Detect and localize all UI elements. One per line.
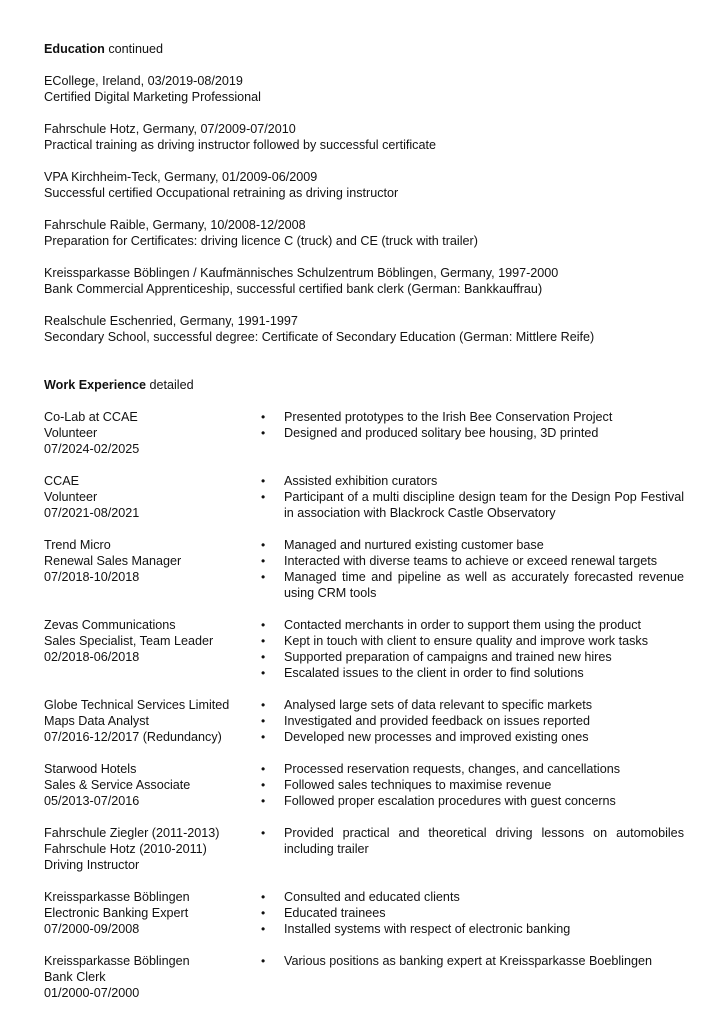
job-entry <box>44 889 684 937</box>
education-institution: VPA Kirchheim-Teck, Germany, 01/2009-06/2009 <box>44 170 318 184</box>
education-heading-rest: continued <box>104 42 163 56</box>
resume-page <box>44 41 684 1017</box>
responsibility-item <box>260 409 684 425</box>
responsibility-text: Contacted merchants in order to support them using the product <box>284 618 642 632</box>
work-experience-heading <box>44 377 684 393</box>
job-dates: 07/2018-10/2018 <box>44 570 140 584</box>
job-employer: CCAE <box>44 474 79 488</box>
responsibility-text: Consulted and educated clients <box>284 890 460 904</box>
job-employer: Starwood Hotels <box>44 762 137 776</box>
bullet-icon: • <box>261 618 266 632</box>
bullet-icon: • <box>261 714 266 728</box>
responsibility-item <box>260 889 684 905</box>
responsibility-item <box>260 649 684 665</box>
bullet-icon: • <box>261 426 266 440</box>
job-dates: 01/2000-07/2000 <box>44 986 140 1000</box>
responsibility-text: Various positions as banking expert at Kreissparkasse Boeblingen <box>284 954 652 968</box>
education-entry <box>44 169 684 201</box>
responsibility-item <box>260 953 684 969</box>
education-institution: Fahrschule Raible, Germany, 10/2008-12/2008 <box>44 218 306 232</box>
job-responsibilities <box>260 825 684 873</box>
job-employer: Zevas Communications <box>44 618 176 632</box>
job-title: Sales & Service Associate <box>44 778 191 792</box>
bullet-icon: • <box>261 490 266 504</box>
job-title: Fahrschule Hotz (2010-2011) <box>44 842 207 856</box>
job-dates: 07/2021-08/2021 <box>44 506 140 520</box>
job-responsibilities <box>260 537 684 601</box>
bullet-icon: • <box>261 890 266 904</box>
responsibility-text: Analysed large sets of data relevant to specific markets <box>284 698 592 712</box>
education-institution: Realschule Eschenried, Germany, 1991-1997 <box>44 314 298 328</box>
job-employer: Kreissparkasse Böblingen <box>44 954 190 968</box>
job-entry <box>44 761 684 809</box>
job-responsibilities <box>260 761 684 809</box>
responsibility-text: Provided practical and theoretical driving lessons on automobiles including trailer <box>284 826 684 856</box>
job-details <box>44 409 260 457</box>
job-responsibilities <box>260 697 684 745</box>
job-details <box>44 825 260 873</box>
job-entry <box>44 409 684 457</box>
education-qualification: Successful certified Occupational retraining as driving instructor <box>44 186 399 200</box>
bullet-icon: • <box>261 666 266 680</box>
responsibility-item <box>260 761 684 777</box>
education-heading-bold: Education <box>44 42 105 56</box>
responsibility-text: Investigated and provided feedback on issues reported <box>284 714 590 728</box>
job-employer: Co-Lab at CCAE <box>44 410 138 424</box>
job-entry <box>44 537 684 601</box>
job-entry <box>44 617 684 681</box>
education-institution: Fahrschule Hotz, Germany, 07/2009-07/2010 <box>44 122 296 136</box>
responsibility-text: Developed new processes and improved existing ones <box>284 730 589 744</box>
education-heading <box>44 41 684 57</box>
responsibility-item <box>260 553 684 569</box>
responsibility-text: Followed sales techniques to maximise revenue <box>284 778 552 792</box>
responsibility-text: Assisted exhibition curators <box>284 474 438 488</box>
education-institution: ECollege, Ireland, 03/2019-08/2019 <box>44 74 243 88</box>
responsibility-item <box>260 825 684 857</box>
responsibility-text: Installed systems with respect of electronic banking <box>284 922 571 936</box>
job-dates: Driving Instructor <box>44 858 140 872</box>
job-title: Volunteer <box>44 426 98 440</box>
responsibility-text: Escalated issues to the client in order to find solutions <box>284 666 584 680</box>
responsibility-item <box>260 489 684 521</box>
responsibility-text: Designed and produced solitary bee housing, 3D printed <box>284 426 599 440</box>
bullet-icon: • <box>261 698 266 712</box>
education-list <box>44 73 684 345</box>
job-employer: Kreissparkasse Böblingen <box>44 890 190 904</box>
bullet-icon: • <box>261 634 266 648</box>
job-details <box>44 473 260 521</box>
job-responsibilities <box>260 889 684 937</box>
job-entry <box>44 473 684 521</box>
job-dates: 05/2013-07/2016 <box>44 794 140 808</box>
job-dates: 07/2000-09/2008 <box>44 922 140 936</box>
responsibility-text: Processed reservation requests, changes, and cancellations <box>284 762 621 776</box>
responsibility-text: Presented prototypes to the Irish Bee Conservation Project <box>284 410 613 424</box>
education-qualification: Practical training as driving instructor followed by successful certificate <box>44 138 436 152</box>
responsibility-item <box>260 905 684 921</box>
job-title: Maps Data Analyst <box>44 714 149 728</box>
education-entry <box>44 217 684 249</box>
bullet-icon: • <box>261 906 266 920</box>
responsibility-item <box>260 473 684 489</box>
bullet-icon: • <box>261 650 266 664</box>
work-heading-rest: detailed <box>145 378 194 392</box>
job-dates: 07/2016-12/2017 (Redundancy) <box>44 730 222 744</box>
responsibility-item <box>260 921 684 937</box>
bullet-icon: • <box>261 954 266 968</box>
education-entry <box>44 73 684 105</box>
education-entry <box>44 265 684 297</box>
bullet-icon: • <box>261 922 266 936</box>
bullet-icon: • <box>261 570 266 584</box>
bullet-icon: • <box>261 554 266 568</box>
responsibility-text: Followed proper escalation procedures with guest concerns <box>284 794 616 808</box>
education-entry <box>44 121 684 153</box>
job-details <box>44 697 260 745</box>
job-employer: Globe Technical Services Limited <box>44 698 230 712</box>
job-details <box>44 761 260 809</box>
responsibility-text: Supported preparation of campaigns and trained new hires <box>284 650 612 664</box>
job-entry <box>44 953 684 1001</box>
job-details <box>44 617 260 681</box>
education-qualification: Secondary School, successful degree: Certificate of Secondary Education (German: Mittlere Reife) <box>44 330 595 344</box>
bullet-icon: • <box>261 762 266 776</box>
job-dates: 07/2024-02/2025 <box>44 442 140 456</box>
responsibility-text: Educated trainees <box>284 906 386 920</box>
job-entry <box>44 825 684 873</box>
bullet-icon: • <box>261 794 266 808</box>
responsibility-text: Participant of a multi discipline design team for the Design Pop Festival in association with Blackrock Castle Observatory <box>284 490 684 520</box>
education-qualification: Bank Commercial Apprenticeship, successful certified bank clerk (German: Bankkauffrau) <box>44 282 543 296</box>
bullet-icon: • <box>261 474 266 488</box>
responsibility-item <box>260 697 684 713</box>
education-qualification: Certified Digital Marketing Professional <box>44 90 261 104</box>
education-institution: Kreissparkasse Böblingen / Kaufmännisches Schulzentrum Böblingen, Germany, 1997-2000 <box>44 266 559 280</box>
job-responsibilities <box>260 473 684 521</box>
job-title: Electronic Banking Expert <box>44 906 189 920</box>
job-details <box>44 537 260 601</box>
responsibility-item <box>260 665 684 681</box>
job-entry <box>44 697 684 745</box>
bullet-icon: • <box>261 730 266 744</box>
education-entry <box>44 313 684 345</box>
responsibility-item <box>260 777 684 793</box>
job-details <box>44 889 260 937</box>
job-responsibilities <box>260 409 684 457</box>
education-qualification: Preparation for Certificates: driving licence C (truck) and CE (truck with trailer) <box>44 234 478 248</box>
responsibility-item <box>260 633 684 649</box>
bullet-icon: • <box>261 538 266 552</box>
bullet-icon: • <box>261 778 266 792</box>
responsibility-item <box>260 729 684 745</box>
job-responsibilities <box>260 953 684 1001</box>
job-title: Renewal Sales Manager <box>44 554 182 568</box>
responsibility-text: Kept in touch with client to ensure quality and improve work tasks <box>284 634 649 648</box>
job-employer: Fahrschule Ziegler (2011-2013) <box>44 826 220 840</box>
work-experience-list <box>44 409 684 1001</box>
responsibility-text: Managed and nurtured existing customer base <box>284 538 544 552</box>
responsibility-text: Interacted with diverse teams to achieve or exceed renewal targets <box>284 554 658 568</box>
job-title: Bank Clerk <box>44 970 106 984</box>
responsibility-item <box>260 793 684 809</box>
job-employer: Trend Micro <box>44 538 111 552</box>
job-title: Sales Specialist, Team Leader <box>44 634 214 648</box>
job-responsibilities <box>260 617 684 681</box>
bullet-icon: • <box>261 410 266 424</box>
job-details <box>44 953 260 1001</box>
responsibility-item <box>260 617 684 633</box>
bullet-icon: • <box>261 826 266 840</box>
job-title: Volunteer <box>44 490 98 504</box>
responsibility-item <box>260 537 684 553</box>
responsibility-item <box>260 425 684 441</box>
responsibility-item <box>260 569 684 601</box>
responsibility-text: Managed time and pipeline as well as accurately forecasted revenue using CRM tools <box>284 570 684 600</box>
job-dates: 02/2018-06/2018 <box>44 650 140 664</box>
responsibility-item <box>260 713 684 729</box>
work-heading-bold: Work Experience <box>44 378 146 392</box>
